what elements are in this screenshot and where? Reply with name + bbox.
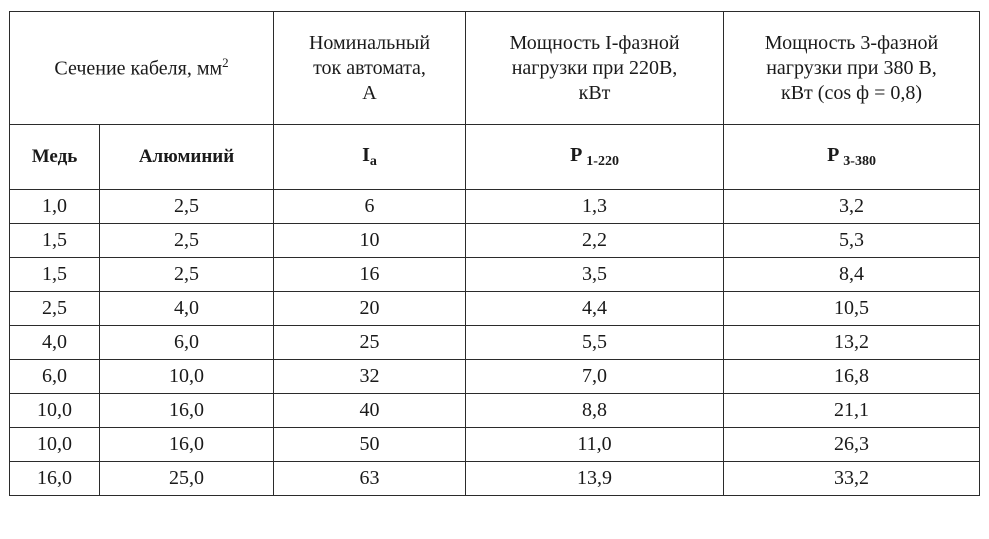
table-row: [10, 326, 980, 360]
header-power-3phase-line1: Мощность 3-фазной: [764, 31, 939, 54]
subheader-aluminum: Алюминий: [100, 125, 274, 190]
table-row: [10, 190, 980, 224]
cell-power-3phase: 26,3: [724, 428, 980, 462]
cell-power-3phase: 21,1: [724, 394, 980, 428]
cell-power-1phase: 13,9: [466, 462, 724, 496]
table-row: [10, 462, 980, 496]
cell-power-3phase: 16,8: [724, 360, 980, 394]
header-power-1phase-line3: кВт: [578, 81, 611, 104]
header-cable-section-sup: 2: [222, 54, 229, 70]
cell-aluminum: 2,5: [100, 190, 274, 224]
cell-power-3phase: 8,4: [724, 258, 980, 292]
cell-aluminum: 2,5: [100, 258, 274, 292]
header-power-1phase-line1: Мощность I-фазной: [509, 31, 680, 54]
cell-current: 10: [274, 224, 466, 258]
cell-power-3phase: 13,2: [724, 326, 980, 360]
cell-current: 20: [274, 292, 466, 326]
header-power-3phase: [724, 12, 980, 125]
header-cable-section: [10, 12, 274, 125]
cell-current: 63: [274, 462, 466, 496]
table-row: [10, 258, 980, 292]
cell-power-1phase: 5,5: [466, 326, 724, 360]
cell-current: 50: [274, 428, 466, 462]
subheader-copper: Медь: [10, 125, 100, 190]
cable-breaker-table: [9, 11, 980, 496]
cell-aluminum: 2,5: [100, 224, 274, 258]
cell-aluminum: 6,0: [100, 326, 274, 360]
cell-power-1phase: 7,0: [466, 360, 724, 394]
subheader-current-symbol: $I_а$: [274, 125, 466, 190]
cell-power-3phase: 33,2: [724, 462, 980, 496]
cell-aluminum: 16,0: [100, 428, 274, 462]
table-row: [10, 394, 980, 428]
cell-current: 40: [274, 394, 466, 428]
cell-copper: 16,0: [10, 462, 100, 496]
cell-copper: 10,0: [10, 394, 100, 428]
cell-aluminum: 4,0: [100, 292, 274, 326]
cell-power-3phase: 3,2: [724, 190, 980, 224]
cell-current: 32: [274, 360, 466, 394]
cell-aluminum: 25,0: [100, 462, 274, 496]
document-page: [9, 11, 979, 527]
cell-power-1phase: 1,3: [466, 190, 724, 224]
cell-copper: 4,0: [10, 326, 100, 360]
subheader-p1-symbol: Р $_{1-220}$: [466, 125, 724, 190]
cell-power-3phase: 10,5: [724, 292, 980, 326]
cell-power-1phase: 3,5: [466, 258, 724, 292]
cell-power-1phase: 2,2: [466, 224, 724, 258]
cell-current: 16: [274, 258, 466, 292]
cell-power-1phase: 4,4: [466, 292, 724, 326]
cell-current: 25: [274, 326, 466, 360]
cell-current: 6: [274, 190, 466, 224]
header-nominal-current-line2: ток автомата,: [313, 56, 426, 79]
header-nominal-current-line1: Номинальный: [308, 31, 431, 54]
header-row: [10, 12, 980, 125]
cell-aluminum: 16,0: [100, 394, 274, 428]
header-nominal-current-line3: А: [362, 81, 377, 104]
subheader-p3-symbol: Р $_{3-380}$: [724, 125, 980, 190]
table-row: [10, 360, 980, 394]
cell-copper: 6,0: [10, 360, 100, 394]
table-row: [10, 428, 980, 462]
cell-power-3phase: 5,3: [724, 224, 980, 258]
cell-aluminum: 10,0: [100, 360, 274, 394]
cell-power-1phase: 8,8: [466, 394, 724, 428]
header-power-1phase: [466, 12, 724, 125]
cell-copper: 1,5: [10, 258, 100, 292]
cell-power-1phase: 11,0: [466, 428, 724, 462]
cell-copper: 2,5: [10, 292, 100, 326]
cell-copper: 1,5: [10, 224, 100, 258]
table-row: [10, 292, 980, 326]
header-nominal-current: [274, 12, 466, 125]
cell-copper: 10,0: [10, 428, 100, 462]
subheader-row: [10, 125, 980, 190]
table-row: [10, 224, 980, 258]
cell-copper: 1,0: [10, 190, 100, 224]
header-power-3phase-line3: кВт (cos ф = 0,8): [781, 81, 923, 104]
header-cable-section-label: Сечение кабеля, мм: [54, 57, 223, 80]
header-power-3phase-line2: нагрузки при 380 В,: [766, 56, 937, 79]
header-power-1phase-line2: нагрузки при 220В,: [511, 56, 678, 79]
